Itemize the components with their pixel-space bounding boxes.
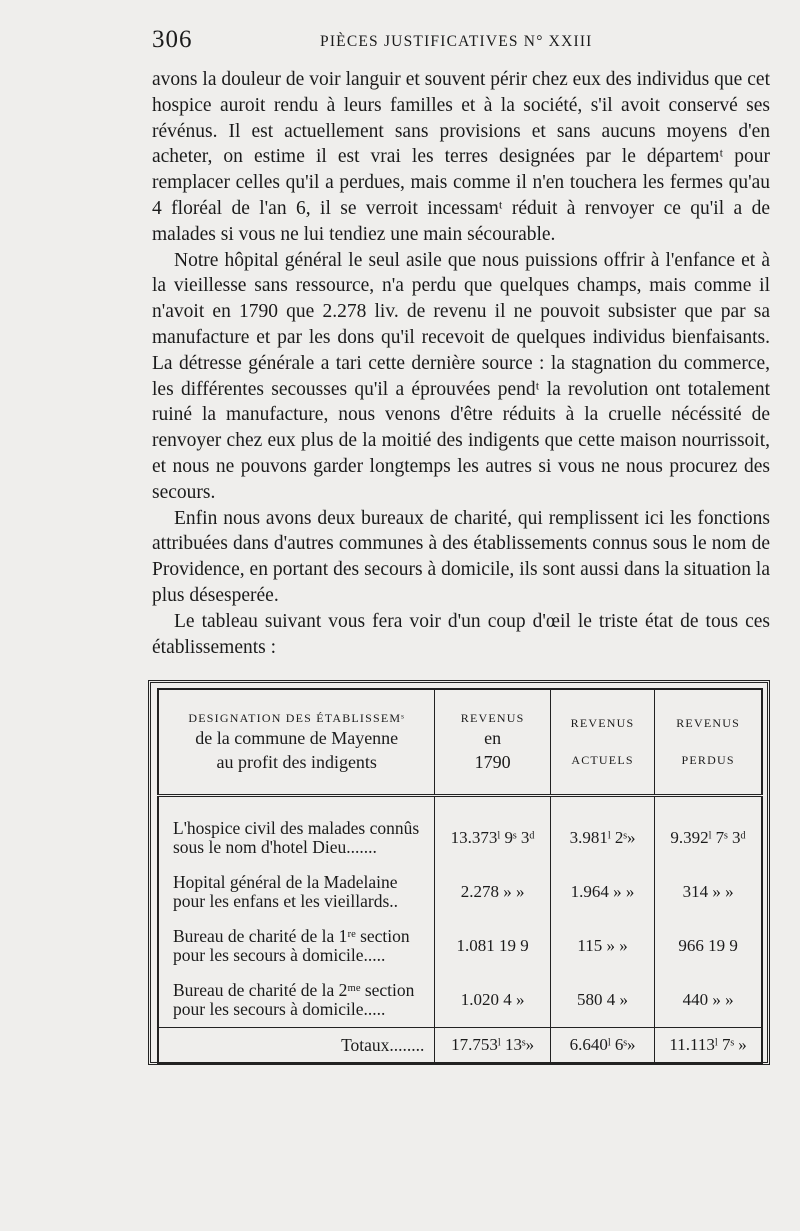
totals-label: Totaux........: [158, 1028, 435, 1064]
page-header: [152, 26, 762, 56]
running-title: PIÈCES JUSTIFICATIVES N° XXIII: [320, 33, 593, 50]
cell-revenus-1790: 13.373ˡ 9ˢ 3ᵈ: [435, 796, 550, 866]
row-label-line2: pour les secours à domicile.....: [173, 999, 386, 1019]
row-label: [158, 796, 435, 866]
row-label-line2: pour les secours à domicile.....: [173, 945, 386, 965]
revenue-table: [157, 688, 763, 1064]
cell-revenus-actuels: 1.964 » »: [550, 865, 654, 919]
row-label-line1: L'hospice civil des malades connûs: [173, 818, 420, 838]
cell-revenus-perdus: 9.392ˡ 7ˢ 3ᵈ: [655, 796, 762, 866]
cell-revenus-1790: 1.020 4 »: [435, 973, 550, 1028]
row-label-line2: sous le nom d'hotel Dieu.......: [173, 837, 377, 857]
row-label: [158, 919, 435, 973]
total-revenus-actuels: 6.640ˡ 6ˢ»: [550, 1028, 654, 1064]
row-label: [158, 865, 435, 919]
row-label-line1: Hopital général de la Madelaine: [173, 872, 398, 892]
cell-revenus-actuels: 115 » »: [550, 919, 654, 973]
total-revenus-perdus: 11.113ˡ 7ˢ »: [655, 1028, 762, 1064]
paragraph: Enfin nous avons deux bureaux de charité, qui remplissent ici les fonctions attribuées dans d'autres communes à des établissements connus sous le nom de Providence, en portant des secours à domicile, ils sont aussi dans la situation la plus désesperée.: [152, 507, 770, 606]
header-revenus-actuels: [550, 689, 654, 796]
cell-revenus-actuels: 3.981ˡ 2ˢ»: [550, 796, 654, 866]
header-revenus-1790: [435, 689, 550, 796]
header-actuels-line1: REVENUS: [570, 716, 635, 730]
paragraph: Notre hôpital général le seul asile que nous puissions offrir à l'enfance et à la vieillesse sans ressource, n'a perdu que quelques champs, mais comme il n'avoit en 1790 que 2.278 liv. de revenu il ne pouvoit subsister que par sa manufacture et par les dons qu'il recevoit de quelques individus bienfaisants. La détresse générale a tari cette dernière source : la stagnation du commerce, les différentes secousses qu'il a éprouvées pendᵗ la revolution ont totalement ruiné la manufacture, nous venons d'être réduits à la cruelle nécéssité de renvoyer chez eux plus de la moitié des indigents que cette maison nourrissoit, et nous ne pouvons garder longtemps les autres si vous ne nous procurez des secours.: [152, 249, 770, 503]
header-designation-line3: au profit des indigents: [216, 751, 377, 772]
paragraph: Le tableau suivant vous fera voir d'un coup d'œil le triste état de tous ces établissements :: [152, 610, 770, 658]
header-designation: [158, 689, 435, 796]
table-row: [158, 919, 762, 973]
row-label-line2: pour les enfans et les vieillards..: [173, 891, 399, 911]
table-row: [158, 865, 762, 919]
header-perdus-line2: PERDUS: [681, 753, 735, 767]
table-row: [158, 973, 762, 1028]
header-revenus-perdus: [655, 689, 762, 796]
page-number: 306: [152, 26, 193, 53]
body-text: [152, 67, 770, 660]
header-perdus-line1: REVENUS: [676, 716, 740, 730]
header-actuels-line2: ACTUELS: [571, 753, 634, 767]
row-label-line1: Bureau de charité de la 2ᵐᵉ section: [173, 980, 415, 1000]
revenue-table-frame: [148, 680, 770, 1065]
cell-revenus-actuels: 580 4 »: [550, 973, 654, 1028]
header-1790-line1: REVENUS: [460, 710, 525, 725]
total-revenus-1790: 17.753ˡ 13ˢ»: [435, 1028, 550, 1064]
header-designation-line2: de la commune de Mayenne: [195, 727, 399, 748]
paragraph: avons la douleur de voir languir et souvent périr chez eux des individus que cet hospice auroit rendu à leurs familles et à la société, s'il avoit conservé ses révénus. Il est actuellement sans provisions et sans aucuns moyens d'en acheter, on estime il est vrai les terres designées par le départemᵗ pour remplacer celles qu'il a perdues, mais comme il n'en touchera les fermes qu'au 4 floréal de l'an 6, il se verroit incessamᵗ réduit à renvoyer ce qu'il a de malades si vous ne lui tendiez une main sécourable.: [152, 69, 770, 245]
cell-revenus-perdus: 440 » »: [655, 973, 762, 1028]
header-1790-line2: en: [484, 727, 502, 748]
cell-revenus-perdus: 966 19 9: [655, 919, 762, 973]
header-designation-line1: DESIGNATION DES ÉTABLISSEMˢ: [188, 710, 406, 725]
table-row: [158, 796, 762, 866]
cell-revenus-1790: 2.278 » »: [435, 865, 550, 919]
header-1790-line3: 1790: [474, 751, 511, 772]
cell-revenus-1790: 1.081 19 9: [435, 919, 550, 973]
row-label-line1: Bureau de charité de la 1ʳᵉ section: [173, 926, 410, 946]
cell-revenus-perdus: 314 » »: [655, 865, 762, 919]
totals-row: [158, 1028, 762, 1064]
table-header-row: [158, 689, 762, 796]
row-label: [158, 973, 435, 1028]
